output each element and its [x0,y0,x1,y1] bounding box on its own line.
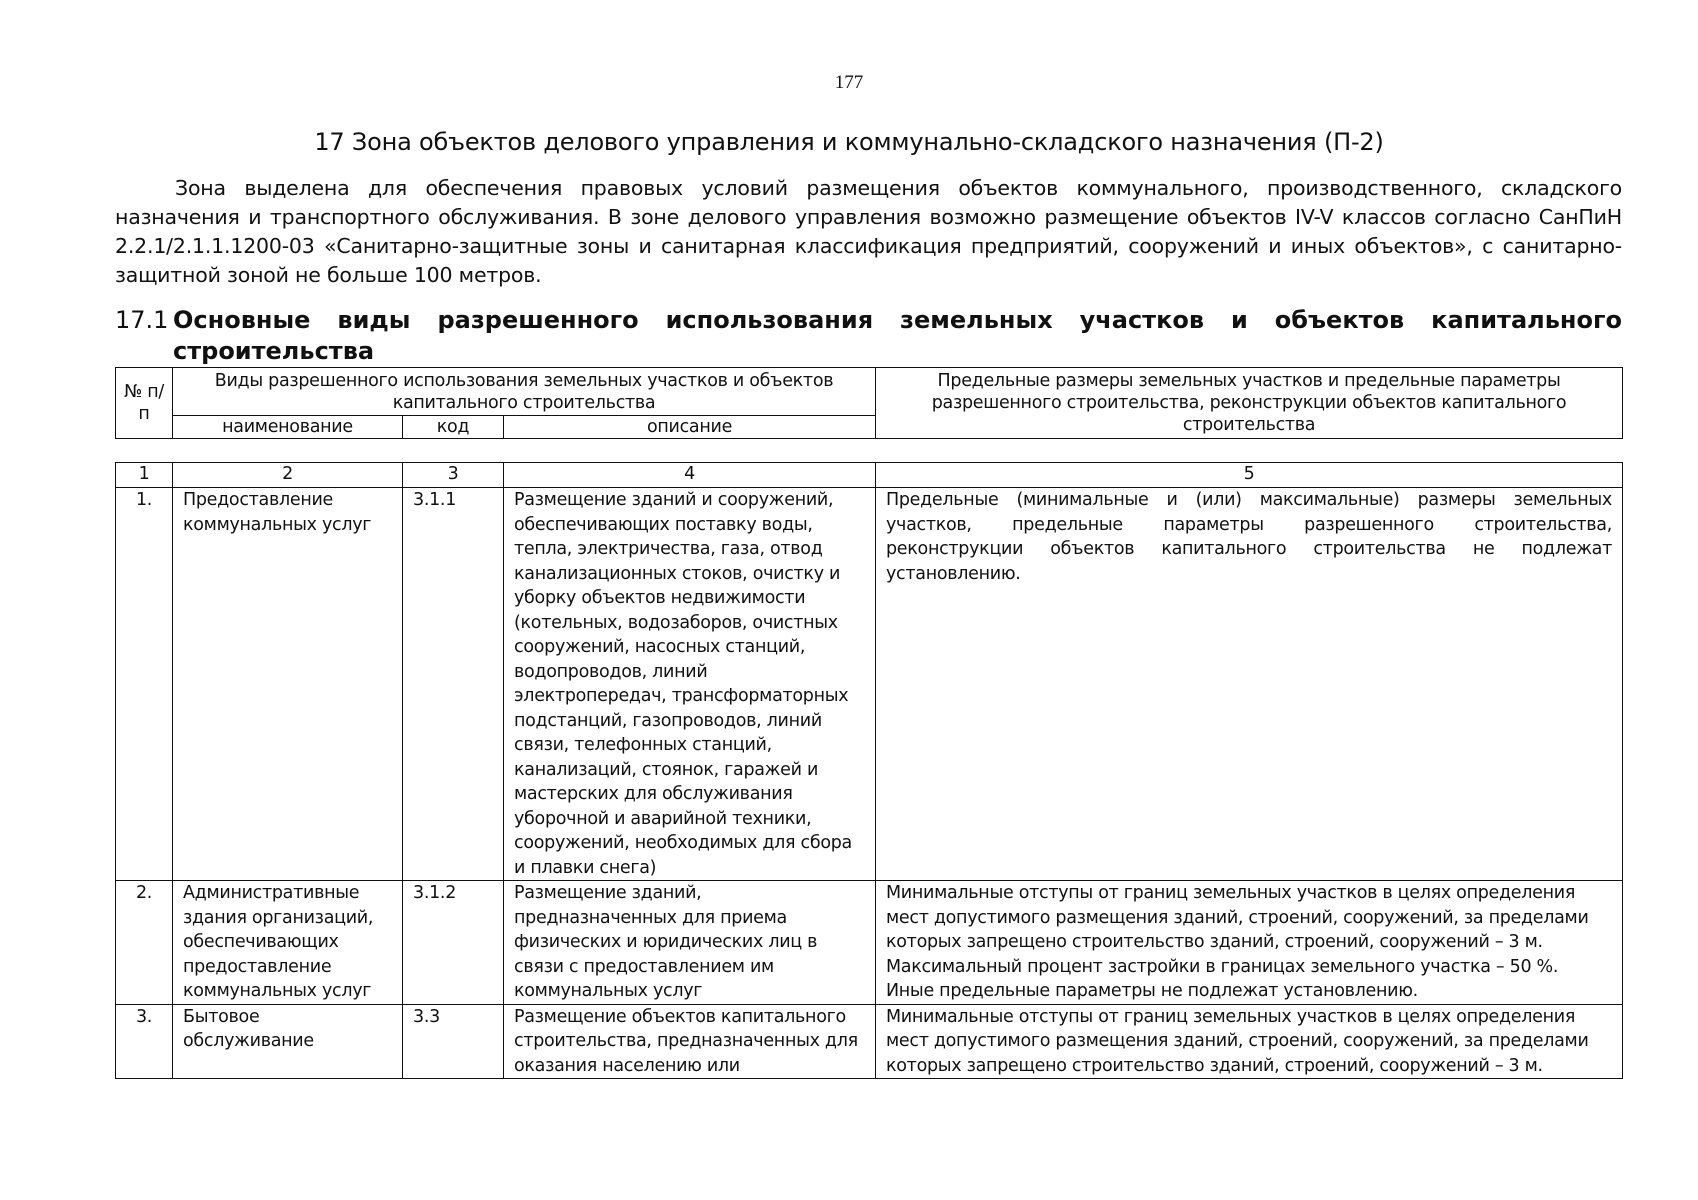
column-number: 2 [173,463,403,488]
row-number: 3. [116,1004,173,1079]
use-description: Размещение зданий и сооружений, обеспечивающих поставку воды, тепла, электричества, газа, отвод канализационных стоков, очистку и уборку объектов недвижимости (котельных, водозаборов, очистных сооружений, насосных станций, водопроводов, линий электропередач, трансформаторных подстанций, газопроводов, линий связи, телефонных станций, канализаций, стоянок, гаражей и мастерских для обслуживания уборочной и аварийной техники, сооружений, необходимых для сбора и плавки снега) [504,488,876,881]
use-name: Бытовое обслуживание [173,1004,403,1079]
use-limits: Предельные (минимальные и (или) максимальные) размеры земельных участков, предельные параметры разрешенного строительства, реконструкции объектов капитального строительства не подлежат установлению. [876,488,1623,881]
header-description: описание [504,416,876,439]
table-row [116,488,1623,881]
section-title: Основные виды разрешенного использования земельных участков и объектов капитального строительства [173,306,1622,365]
row-number: 1. [116,488,173,881]
use-code: 3.1.1 [403,488,504,881]
column-number-row [116,463,1623,488]
column-number: 1 [116,463,173,488]
use-limits [876,881,1623,1005]
section-heading [115,305,1622,367]
use-code: 3.1.2 [403,881,504,1005]
zone-title: 17 Зона объектов делового управления и коммунально-складского назначения (П-2) [314,128,1384,156]
page-number: 177 [834,72,864,93]
column-number: 4 [504,463,876,488]
intro-paragraph: Зона выделена для обеспечения правовых условий размещения объектов коммунального, производственного, складского назначения и транспортного обслуживания. В зоне делового управления возможно размещение объектов IV-V классов согласно СанПиН 2.2.1/2.1.1.1200-03 «Санитарно-защитные зоны и санитарная классификация предприятий, сооружений и иных объектов», с санитарно-защитной зоной не больше 100 метров. [115,176,1622,287]
land-use-table [115,462,1623,1079]
use-name: Предоставление коммунальных услуг [173,488,403,881]
use-description: Размещение зданий, предназначенных для приема физических и юридических лиц в связи с предоставлением им коммунальных услуг [504,881,876,1005]
limits-line: Максимальный процент застройки в границах земельного участка – 50 %. [886,956,1559,977]
use-limits: Минимальные отступы от границ земельных участков в целях определения мест допустимого размещения зданий, строений, сооружений, за пределами которых запрещено строительство зданий, строений, сооружений – 3 м. [876,1004,1623,1079]
limits-line: Минимальные отступы от границ земельных участков в целях определения мест допустимого размещения зданий, строений, сооружений, за пределами которых запрещено строительство зданий, строений, сооружений – 3 м. [886,883,1589,952]
table-row [116,1004,1623,1079]
header-kinds: Виды разрешенного использования земельных участков и объектов капитального строительства [173,368,876,416]
limits-line: Иные предельные параметры не подлежат установлению. [886,981,1418,1001]
header-code: код [403,416,504,439]
column-number: 3 [403,463,504,488]
use-name: Административные здания организаций, обеспечивающих предоставление коммунальных услуг [173,881,403,1005]
row-number: 2. [116,881,173,1005]
column-number: 5 [876,463,1623,488]
table-header [115,367,1623,439]
section-number: 17.1 [115,306,169,334]
header-limits: Предельные размеры земельных участков и предельные параметры разрешенного строительства, реконструкции объектов капитального строительства [876,368,1623,439]
header-num: № п/п [116,368,173,439]
use-code: 3.3 [403,1004,504,1079]
use-description: Размещение объектов капитального строительства, предназначенных для оказания населению или [504,1004,876,1079]
table-row [116,881,1623,1005]
header-name: наименование [173,416,403,439]
